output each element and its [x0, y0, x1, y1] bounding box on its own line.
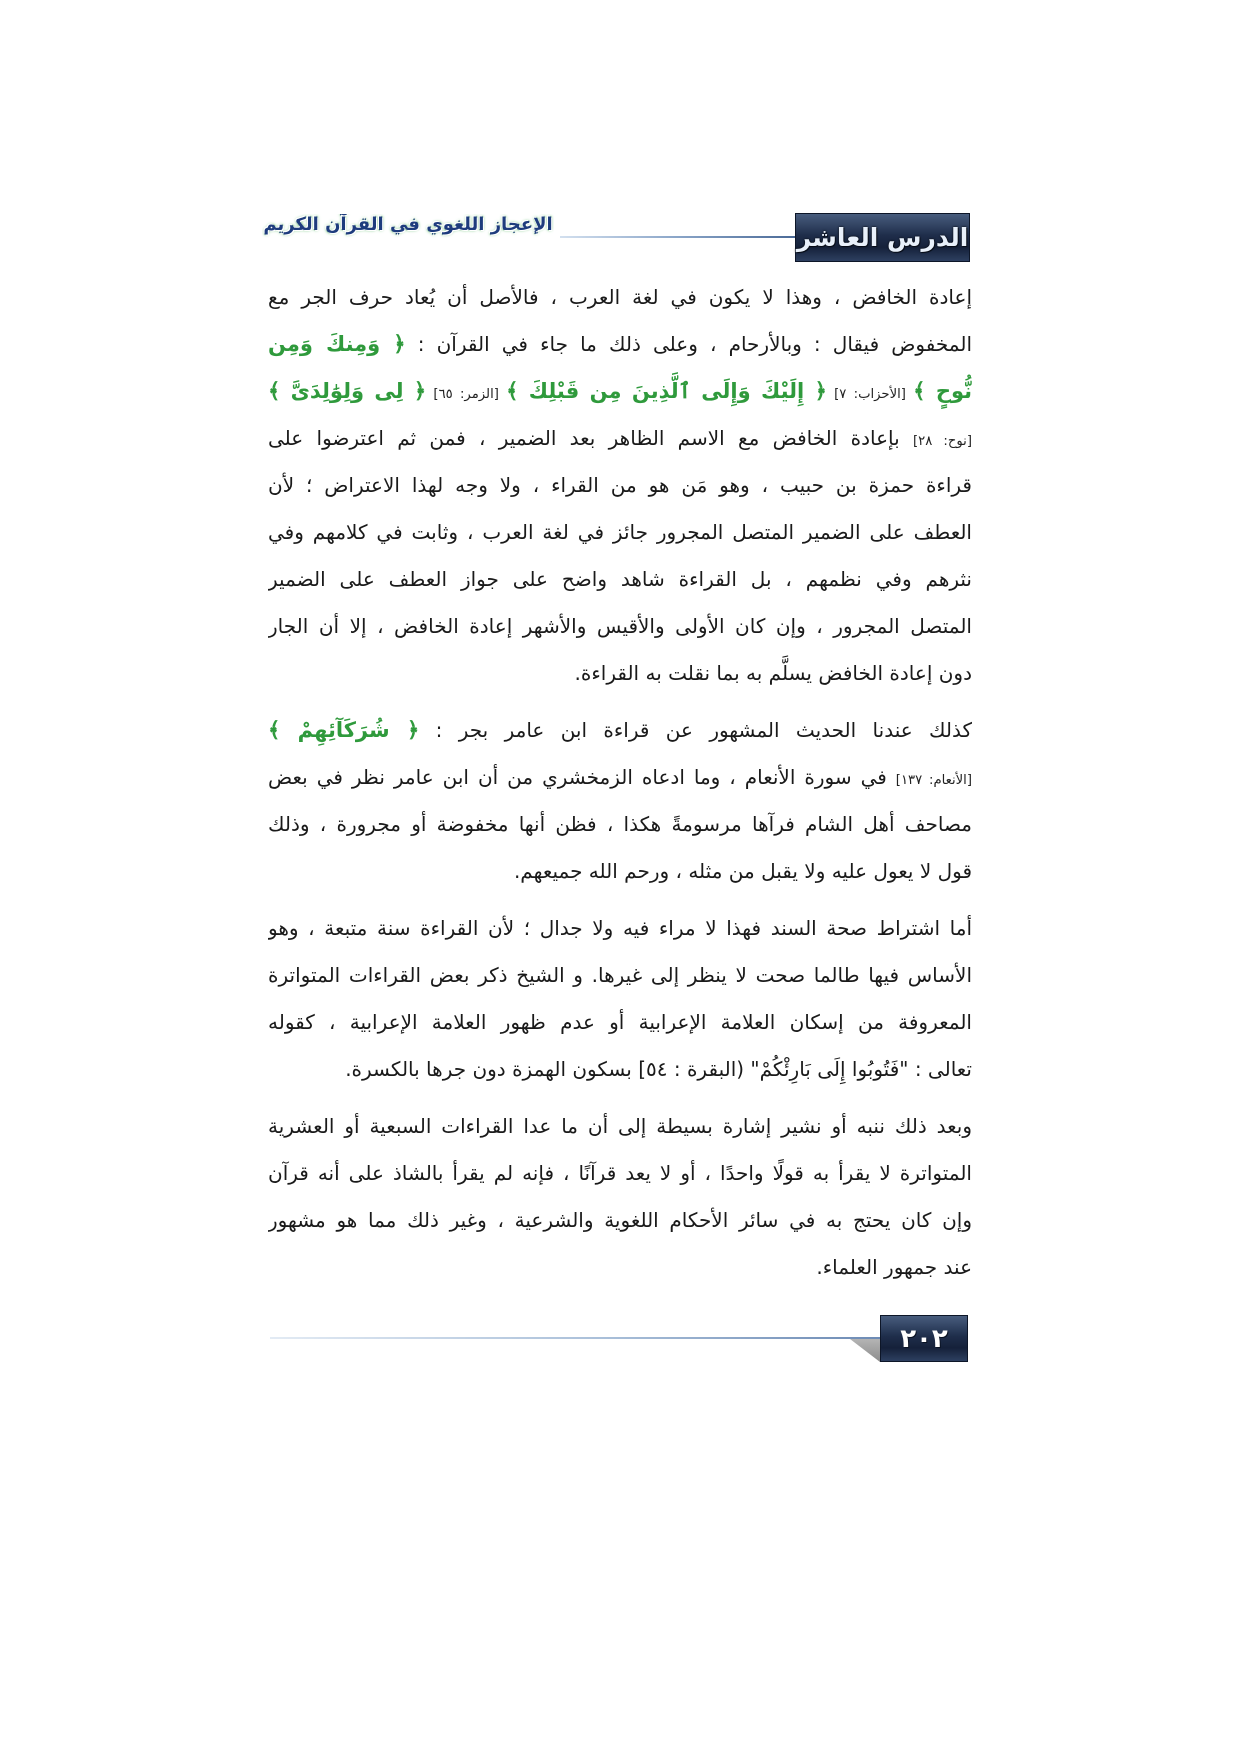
quran-verse: ﴿ إِلَيْكَ وَإِلَى ٱلَّذِينَ مِن قَبْلِكَ ﴾ — [506, 379, 827, 403]
body-text: كذلك عندنا الحديث المشهور عن قراءة ابن عامر بجر : — [419, 718, 972, 742]
quran-verse: ﴿ شُرَكَآئِهِمْ ﴾ — [268, 718, 420, 742]
lesson-banner — [795, 213, 970, 262]
text-line — [268, 1046, 972, 1093]
verse-citation: [الأنعام: ١٣٧] — [895, 773, 972, 788]
footer-shadow-wedge — [850, 1339, 880, 1362]
text-line — [268, 556, 972, 603]
text-line — [268, 321, 972, 368]
verse-citation: [نوح: ٢٨] — [912, 434, 972, 449]
body-text: نثرهم وفي نظمهم ، بل القراءة شاهد واضح على جواز العطف على الضمير — [268, 567, 972, 591]
paragraph — [268, 274, 972, 697]
text-line — [268, 1197, 972, 1244]
page-number: ٢٠٢ — [900, 1323, 948, 1354]
book-title: الإعجاز اللغوي في القرآن الكريم — [263, 214, 553, 235]
body-text-area — [268, 274, 972, 1291]
quran-verse: نُّوحٍ ﴾ — [913, 379, 972, 403]
text-line — [268, 754, 972, 801]
body-text: وإن كان يحتج به في سائر الأحكام اللغوية والشرعية ، وغير ذلك مما هو مشهور — [268, 1208, 972, 1232]
body-text: مصاحف أهل الشام فرآها مرسومةً هكذا ، فظن أنها مخفوضة أو مجرورة ، وذلك — [268, 812, 972, 836]
text-line — [268, 603, 972, 650]
body-text: المعروفة من إسكان العلامة الإعرابية أو عدم ظهور العلامة الإعرابية ، كقوله — [268, 1010, 972, 1034]
paragraph — [268, 905, 972, 1093]
text-line — [268, 274, 972, 321]
body-text: قراءة حمزة بن حبيب ، وهو مَن هو من القراء ، ولا وجه لهذا الاعتراض ؛ لأن — [268, 473, 972, 497]
page-number-box — [880, 1315, 968, 1362]
body-text: قول لا يعول عليه ولا يقبل من مثله ، ورحم الله جميعهم. — [513, 859, 972, 883]
body-text: وبعد ذلك ننبه أو نشير إشارة بسيطة إلى أن ما عدا القراءات السبعية أو العشرية — [268, 1114, 972, 1138]
text-line — [268, 415, 972, 462]
text-line — [268, 952, 972, 999]
text-line — [268, 509, 972, 556]
lesson-label: الدرس العاشر — [796, 223, 969, 252]
body-text: المخفوض فيقال : وبالأرحام ، وعلى ذلك ما جاء في القرآن : — [405, 332, 972, 356]
body-text: إعادة الخافض ، وهذا لا يكون في لغة العرب ، فالأصل أن يُعاد حرف الجر مع — [268, 285, 972, 309]
quran-verse: ﴿ وَمِنكَ وَمِن — [268, 332, 406, 356]
body-text: الأساس فيها طالما صحت لا ينظر إلى غيرها. و الشيخ ذكر بعض القراءات المتواترة — [268, 963, 972, 987]
body-text: بإعادة الخافض مع الاسم الظاهر بعد الضمير ، فمن ثم اعترضوا على — [268, 426, 913, 450]
text-line — [268, 1150, 972, 1197]
text-line — [268, 848, 972, 895]
body-text: تعالى : "فَتُوبُوا إِلَى بَارِئْكُمْ" (البقرة : ٥٤] بسكون الهمزة دون جرها بالكسرة. — [345, 1057, 972, 1081]
verse-citation: [الأحزاب: ٧] — [826, 387, 914, 402]
body-text: دون إعادة الخافض يسلَّم به بما نقلت به القراءة. — [574, 661, 972, 685]
text-line — [268, 1244, 972, 1291]
text-line — [268, 707, 972, 754]
body-text: أما اشتراط صحة السند فهذا لا مراء فيه ولا جدال ؛ لأن القراءة سنة متبعة ، وهو — [268, 916, 972, 940]
text-line — [268, 650, 972, 697]
verse-citation: [الزمر: ٦٥] — [426, 387, 507, 402]
text-line — [268, 999, 972, 1046]
body-text: العطف على الضمير المتصل المجرور جائز في لغة العرب ، وثابت في كلامهم وفي — [268, 520, 972, 544]
paragraph — [268, 1103, 972, 1291]
paragraph — [268, 707, 972, 895]
text-line — [268, 368, 972, 415]
text-line — [268, 801, 972, 848]
text-line — [268, 905, 972, 952]
footer-divider — [270, 1337, 880, 1339]
body-text: في سورة الأنعام ، وما ادعاه الزمخشري من أن ابن عامر نظر في بعض — [268, 765, 896, 789]
text-line — [268, 1103, 972, 1150]
body-text: المتواترة لا يقرأ به قولًا واحدًا ، أو لا يعد قرآنًا ، فإنه لم يقرأ بالشاذ على أنه قرآن — [268, 1161, 972, 1185]
body-text: المتصل المجرور ، وإن كان الأولى والأقيس والأشهر إعادة الخافض ، إلا أن الجار — [268, 614, 972, 638]
header-divider — [560, 236, 795, 238]
body-text: عند جمهور العلماء. — [816, 1255, 972, 1279]
text-line — [268, 462, 972, 509]
quran-verse: ﴿ لِى وَلِوَٰلِدَىَّ ﴾ — [268, 379, 427, 403]
